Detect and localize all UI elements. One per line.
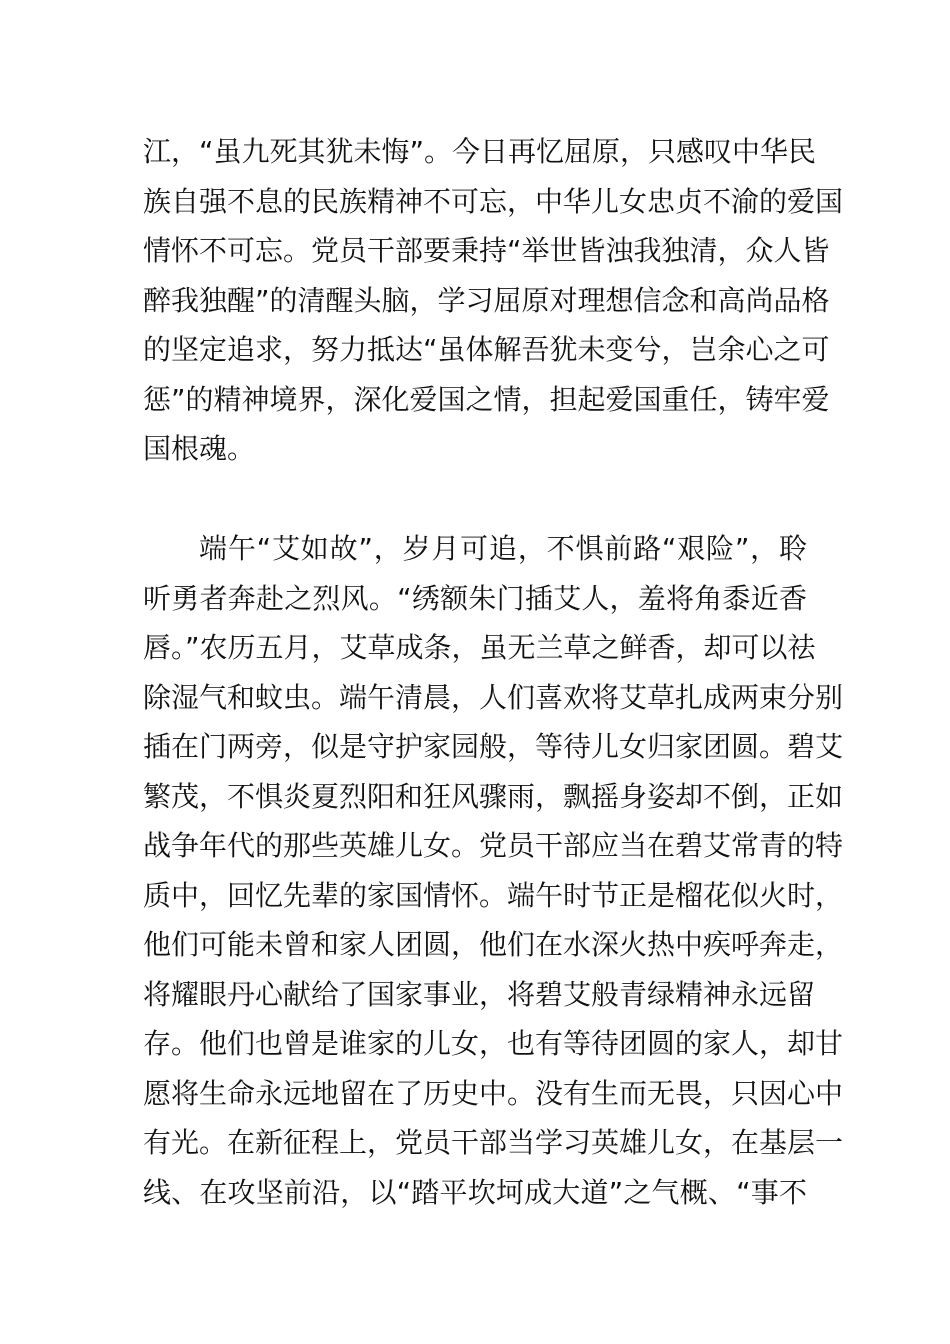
- paragraph-line: 有光。在新征程上，党员干部当学习英雄儿女，在基层一: [143, 1126, 844, 1159]
- paragraph-line: 端午“艾如故”，岁月可追，不惧前路“艰险”，聆: [199, 532, 807, 565]
- paragraph-line: 族自强不息的民族精神不可忘，中华儿女忠贞不渝的爱国: [143, 185, 844, 218]
- paragraph-line: 将耀眼丹心献给了国家事业，将碧艾般青绿精神永远留: [143, 978, 816, 1011]
- paragraph-line: 质中，回忆先辈的家国情怀。端午时节正是榴花似火时，: [143, 879, 844, 912]
- paragraph-line: 战争年代的那些英雄儿女。党员干部应当在碧艾常青的特: [143, 829, 844, 862]
- paragraph-line: 江，“虽九死其犹未悔”。今日再忆屈原，只感叹中华民: [143, 135, 817, 168]
- paragraph-line: 唇。”农历五月，艾草成条，虽无兰草之鲜香，却可以祛: [143, 631, 816, 664]
- paragraph-line: 线、在攻坚前沿，以“踏平坎坷成大道”之气概、“事不: [143, 1176, 807, 1209]
- paragraph-line: 的坚定追求，努力抵达“虽体解吾犹未变兮，岂余心之可: [143, 333, 830, 366]
- paragraph-line: 除湿气和蚊虫。端午清晨，人们喜欢将艾草扎成两束分别: [143, 681, 844, 714]
- paragraph-line: 听勇者奔赴之烈风。“绣额朱门插艾人，羞将角黍近香: [143, 582, 807, 615]
- paragraph-line: 国根魂。: [143, 432, 256, 465]
- paragraph-line: 繁茂，不惧炎夏烈阳和狂风骤雨，飘摇身姿却不倒，正如: [143, 780, 844, 813]
- paragraph-line: 存。他们也曾是谁家的儿女，也有等待团圆的家人，却甘: [143, 1027, 844, 1060]
- paragraph-line: 愿将生命永远地留在了历史中。没有生而无畏，只因心中: [143, 1077, 844, 1110]
- paragraph-line: 他们可能未曾和家人团圆，他们在水深火热中疾呼奔走，: [143, 928, 844, 961]
- paragraph-line: 情怀不可忘。党员干部要秉持“举世皆浊我独清，众人皆: [143, 234, 830, 267]
- paragraph-line: 醉我独醒”的清醒头脑，学习屈原对理想信念和高尚品格: [143, 284, 830, 317]
- paragraph-line: 插在门两旁，似是守护家园般，等待儿女归家团圆。碧艾: [143, 730, 844, 763]
- paragraph-line: 惩”的精神境界，深化爱国之情，担起爱国重任，铸牢爱: [143, 383, 830, 416]
